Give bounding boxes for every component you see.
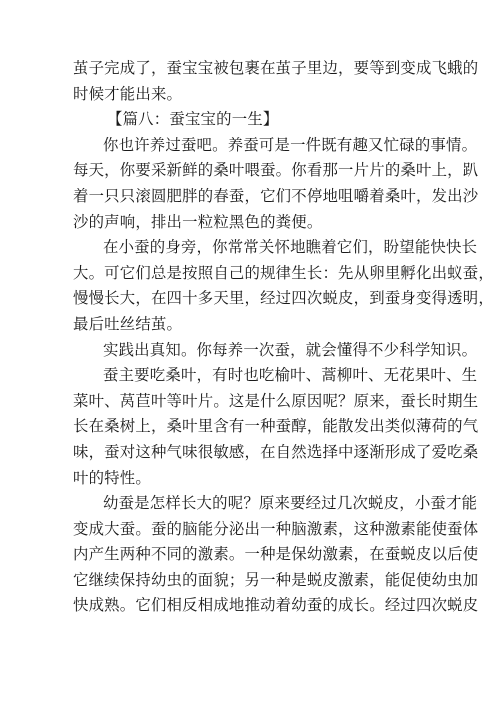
paragraph (73, 235, 494, 337)
paragraph (73, 338, 478, 364)
text-line: 最后吐丝结茧。 (73, 314, 183, 333)
text-line: 变成大蚕。蚕的脑能分泌出一种脑激素，这种激素能使蚕体 (73, 519, 479, 538)
text-line: 时候才能出来。 (73, 84, 183, 103)
text-line: 沙的声响，排出一粒粒黑色的粪便。 (73, 212, 323, 231)
text-line: 茧子完成了，蚕宝宝被包裹在茧子里边，要等到变成飞蛾的 (73, 59, 479, 77)
text-line: 快成熟。它们相反相成地推动着幼蚕的成长。经过四次蜕皮 (73, 596, 479, 615)
section-heading: 【篇八：蚕宝宝的一生】 (107, 110, 279, 129)
text-line: 实践出真知。你每养一次蚕，就会懂得不少科学知识。 (103, 340, 478, 359)
text-line: 味，蚕对这种气味很敏感，在自然选择中逐渐形成了爱吃桑 (73, 442, 479, 461)
text-line: 菜叶、莴苣叶等叶片。这是什么原因呢？原来，蚕长时期生 (73, 391, 479, 410)
text-line: 幼蚕是怎样长大的呢？原来要经过几次蜕皮，小蚕才能 (103, 494, 478, 513)
paragraph (73, 363, 479, 491)
text-line: 大。可它们总是按照自己的规律生长：先从卵里孵化出蚁蚕， (73, 263, 494, 282)
paragraph (73, 133, 479, 235)
text-line: 它继续保持幼虫的面貌；另一种是蜕皮激素，能促使幼虫加 (73, 570, 479, 589)
text-line: 着一只只滚圆肥胖的春蚕，它们不停地咀嚼着桑叶，发出沙 (73, 186, 479, 205)
text-line: 你也许养过蚕吧。养蚕可是一件既有趣又忙碌的事情。 (103, 135, 478, 154)
text-line: 每天，你要采新鲜的桑叶喂蚕。你看那一片片的桑叶上，趴 (73, 161, 479, 180)
text-line: 内产生两种不同的激素。一种是保幼激素，在蚕蜕皮以后使 (73, 545, 479, 564)
text-line: 蚕主要吃桑叶，有时也吃榆叶、蒿柳叶、无花果叶、生 (103, 366, 478, 385)
paragraph (73, 491, 479, 619)
intro-paragraph (73, 56, 479, 107)
text-line: 在小蚕的身旁，你常常关怀地瞧着它们，盼望能快快长 (103, 238, 478, 257)
document-body (73, 56, 494, 619)
text-line: 长在桑树上，桑叶里含有一种蚕醇，能散发出类似薄荷的气 (73, 417, 479, 436)
text-line: 慢慢长大，在四十多天里，经过四次蜕皮，到蚕身变得透明， (73, 289, 494, 308)
text-line: 叶的特性。 (73, 468, 151, 487)
